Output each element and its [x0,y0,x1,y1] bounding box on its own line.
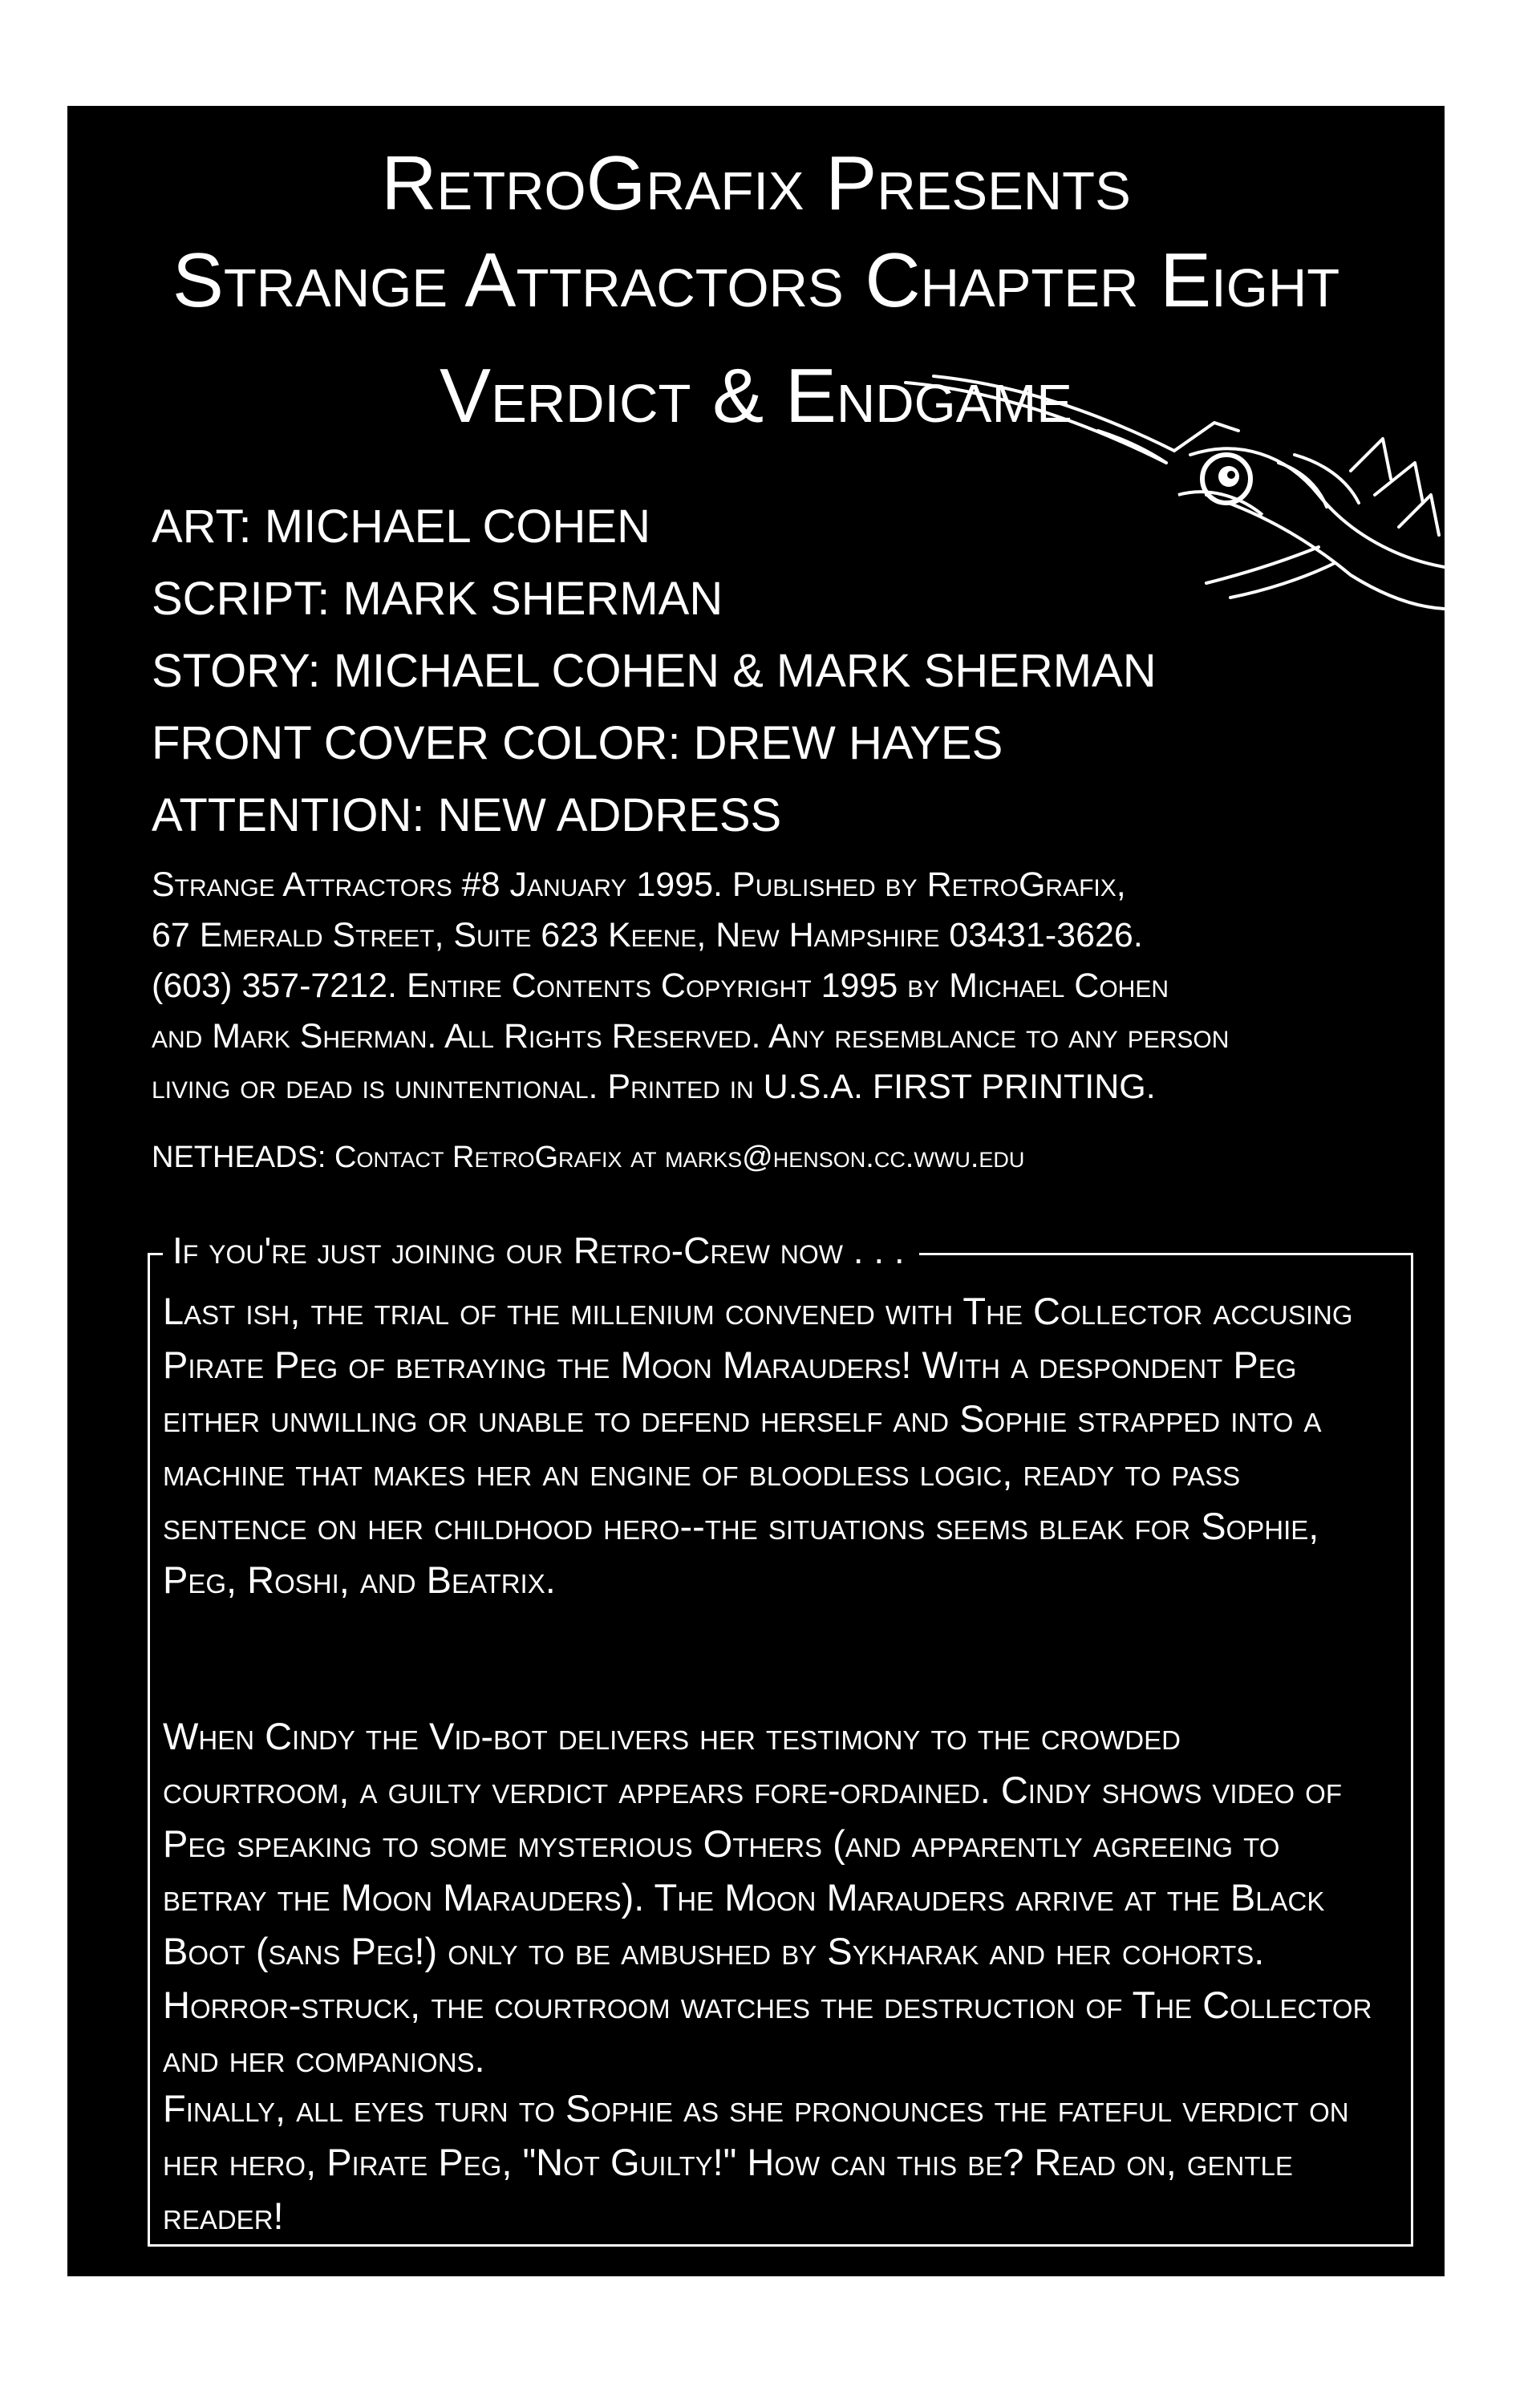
page-panel [67,106,1445,2276]
publication-line: 67 Emerald Street, Suite 623 Keene, New Hampshire 03431-3626. [152,916,1143,954]
recap-line: reader! [163,2194,284,2237]
credits-list [152,491,1157,852]
recap-line: Last ish, the trial of the millenium convened with The Collector accusing [163,1290,1353,1332]
series-chapter-title: Strange Attractors Chapter Eight [172,237,1340,323]
publication-line: (603) 357-7212. Entire Contents Copyright 1995 by Michael Cohen [152,967,1169,1005]
recap-line: courtroom, a guilty verdict appears fore-ordained. Cindy shows video of [163,1769,1342,1811]
recap-paragraph-3 [163,2081,1398,2243]
publication-info [152,860,1403,1112]
recap-line: Peg speaking to some mysterious Others (and apparently agreeing to [163,1822,1280,1865]
credit-new-address-notice: ATTENTION: NEW ADDRESS [152,789,782,841]
netheads-contact: NETHEADS: Contact RetroGrafix at marks@henson.cc.wwu.edu [152,1141,1025,1174]
recap-line: Boot (sans Peg!) only to be ambushed by Sykharak and her cohorts. [163,1930,1265,1972]
recap-line: betray the Moon Marauders). The Moon Marauders arrive at the Black [163,1876,1325,1919]
recap-box [148,1230,1413,2247]
credit-art: ART: MICHAEL COHEN [152,500,650,553]
recap-line: Horror-struck, the courtroom watches the destruction of The Collector [163,1984,1372,2026]
publication-line: Strange Attractors #8 January 1995. Published by RetroGrafix, [152,865,1126,904]
recap-line: sentence on her childhood hero--the situations seems bleak for Sophie, [163,1505,1319,1547]
recap-line: Peg, Roshi, and Beatrix. [163,1558,556,1601]
chapter-subtitle: Verdict & Endgame [440,353,1072,439]
presenter-title: RetroGrafix Presents [381,140,1131,226]
recap-paragraph-2 [163,1709,1398,2085]
credit-cover-color: FRONT COVER COLOR: DREW HAYES [152,717,1003,769]
recap-line: machine that makes her an engine of bloodless logic, ready to pass [163,1451,1241,1493]
credit-script: SCRIPT: MARK SHERMAN [152,573,723,625]
recap-line: When Cindy the Vid-bot delivers her testimony to the crowded [163,1715,1181,1757]
publication-line: living or dead is unintentional. Printed in U.S.A. FIRST PRINTING. [152,1068,1156,1106]
recap-line: her hero, Pirate Peg, "Not Guilty!" How can this be? Read on, gentle [163,2141,1293,2183]
recap-line: either unwilling or unable to defend herself and Sophie strapped into a [163,1397,1322,1440]
recap-line: Pirate Peg of betraying the Moon Marauders! With a despondent Peg [163,1343,1297,1386]
recap-line: and her companions. [163,2037,485,2080]
credit-story: STORY: MICHAEL COHEN & MARK SHERMAN [152,645,1157,697]
publication-line: and Mark Sherman. All Rights Reserved. Any resemblance to any person [152,1017,1230,1056]
recap-line: Finally, all eyes turn to Sophie as she pronounces the fateful verdict on [163,2087,1349,2130]
recap-paragraph-1 [163,1284,1398,1607]
recap-heading: If you're just joining our Retro-Crew now . . . [163,1226,919,1275]
